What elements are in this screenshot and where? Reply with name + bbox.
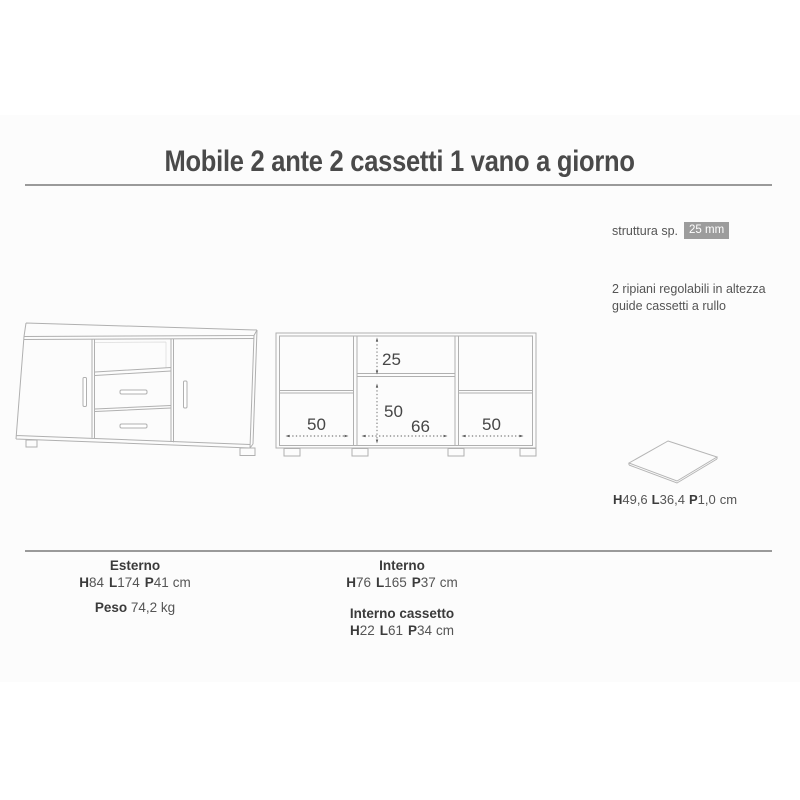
elevation-feet	[284, 449, 536, 457]
interno-l-value: 165	[384, 575, 407, 590]
shelf-h-letter: H	[612, 492, 623, 507]
right-door-handle	[184, 381, 188, 408]
spec-esterno-dims	[25, 575, 245, 591]
dimension-left-width	[286, 415, 349, 437]
spec-spacer	[292, 591, 512, 606]
structure-thickness-note	[612, 222, 729, 239]
esterno-l-value: 174	[117, 575, 140, 590]
spec-esterno-block	[25, 558, 245, 616]
cabinet-body-outline	[16, 330, 257, 448]
dimension-center-width	[362, 417, 448, 437]
interno-unit: cm	[439, 575, 458, 590]
esterno-l-letter: L	[108, 575, 118, 590]
cassetto-h-letter: H	[349, 623, 360, 638]
cabinet-top-slab	[24, 323, 257, 337]
spec-esterno-title: Esterno	[109, 558, 161, 573]
page-title-row	[0, 147, 800, 177]
spec-interno-cassetto-dims	[292, 623, 512, 639]
shelf-h-value: 49,6	[622, 492, 648, 507]
elevation-right-shelf	[459, 391, 533, 394]
feature-note-drawer-guides: guide cassetti a rullo	[612, 299, 726, 313]
interno-h-letter: H	[346, 575, 356, 590]
cassetto-h-value: 22	[359, 623, 375, 638]
left-door	[83, 339, 95, 438]
shelf-unit: cm	[719, 492, 738, 507]
cassetto-l-value: 61	[387, 623, 403, 638]
cassetto-l-letter: L	[379, 623, 388, 638]
spec-interno-block	[292, 558, 512, 639]
interno-p-value: 37	[420, 575, 436, 590]
title-divider-line	[25, 184, 772, 186]
peso-label: Peso	[94, 600, 128, 615]
open-niche	[95, 342, 171, 376]
cabinet-foot-left	[26, 440, 37, 447]
elevation-divider-right	[455, 336, 459, 446]
feature-notes	[612, 281, 766, 315]
dim-value-niche-height: 25	[382, 350, 401, 369]
thickness-label: struttura sp.	[612, 223, 678, 238]
shelf-panel-drawing	[622, 436, 724, 488]
dim-value-right-width: 50	[482, 415, 501, 434]
esterno-p-value: 41	[153, 575, 169, 590]
elevation-niche-bottom	[357, 374, 455, 377]
esterno-h-value: 84	[88, 575, 104, 590]
dimension-center-height	[376, 384, 403, 444]
spec-peso	[25, 600, 245, 616]
dim-value-left-width: 50	[307, 415, 326, 434]
cassetto-p-letter: P	[408, 623, 418, 638]
drawer-1-handle	[120, 390, 147, 394]
spec-interno-dims	[292, 575, 512, 591]
shelf-p-value: 1,0	[697, 492, 716, 507]
elevation-left-shelf	[280, 391, 354, 394]
esterno-p-letter: P	[144, 575, 154, 590]
drawer-2-handle	[120, 424, 147, 428]
spec-interno-title: Interno	[379, 558, 425, 573]
cabinet-3d-drawing	[14, 320, 262, 462]
cassetto-p-value: 34	[417, 623, 433, 638]
dim-value-center-height: 50	[384, 402, 403, 421]
shelf-l-letter: L	[651, 492, 660, 507]
left-door-handle	[83, 378, 87, 407]
dimension-niche-height	[376, 338, 401, 375]
drawer-1	[95, 390, 171, 412]
esterno-h-letter: H	[79, 575, 89, 590]
dim-value-center-width: 66	[411, 417, 430, 436]
cabinet-foot-right	[240, 448, 255, 456]
interno-p-letter: P	[411, 575, 421, 590]
thickness-value-badge: 25 mm	[684, 222, 729, 239]
right-door	[171, 339, 187, 442]
elevation-divider-left	[354, 336, 358, 446]
drawer-2	[120, 424, 147, 428]
interno-l-letter: L	[375, 575, 385, 590]
dimension-right-width	[462, 415, 524, 437]
peso-value: 74,2 kg	[130, 600, 176, 615]
cabinet-feet	[26, 440, 255, 456]
shelf-p-letter: P	[688, 492, 698, 507]
cassetto-unit: cm	[436, 623, 455, 638]
shelf-panel-label	[600, 492, 750, 507]
feature-note-shelves: 2 ripiani regolabili in altezza	[612, 282, 766, 296]
spec-interno-cassetto-title: Interno cassetto	[349, 606, 455, 621]
shelf-l-value: 36,4	[659, 492, 685, 507]
specs-divider-line	[25, 550, 772, 552]
shelf-panel-outline	[629, 441, 717, 483]
page-title: Mobile 2 ante 2 cassetti 1 vano a giorno	[164, 145, 636, 178]
elevation-drawing	[274, 330, 540, 462]
esterno-unit: cm	[172, 575, 191, 590]
interno-h-value: 76	[355, 575, 371, 590]
